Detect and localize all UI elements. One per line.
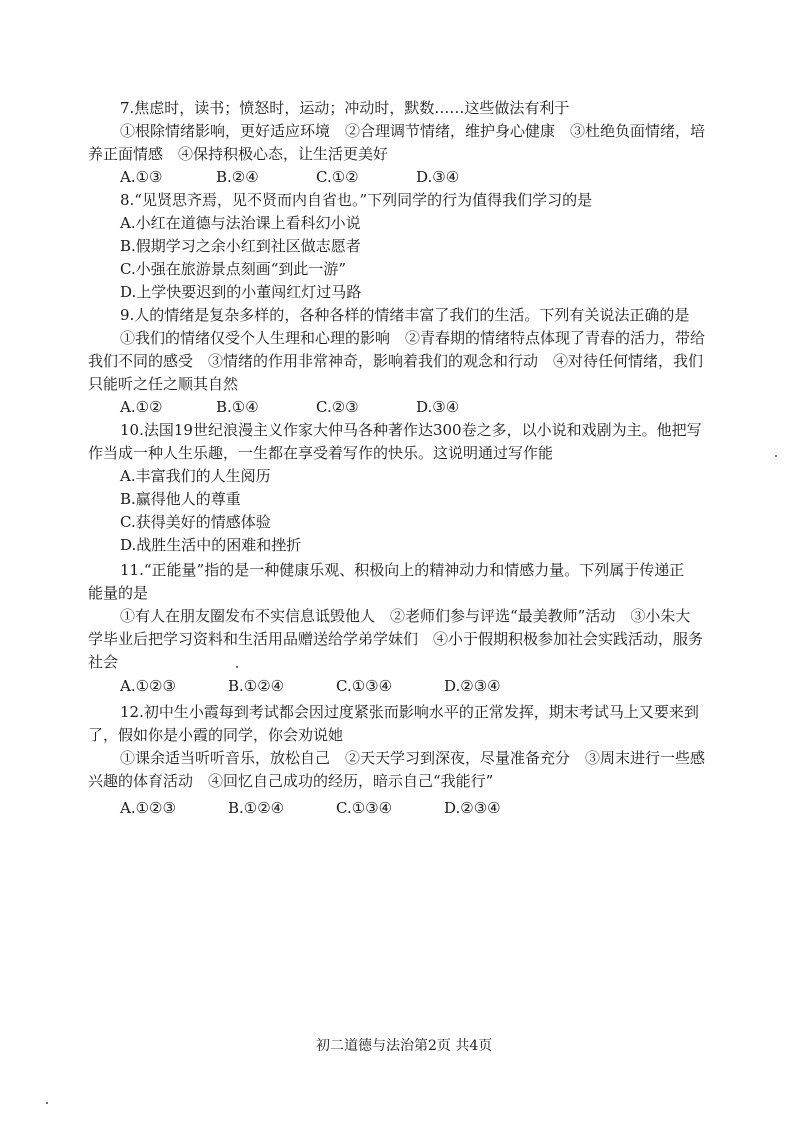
q8-choice-b: B.假期学习之余小红到社区做志愿者 [120,237,361,255]
q7-option-c: C.①② [316,168,359,186]
q9-option-d: D.③④ [416,398,460,416]
q7-items-line-2: 养正面情感 ④保持积极心态，让生活更美好 [88,145,389,163]
q11-items-line-2: 学毕业后把学习资料和生活用品赠送给学弟学妹们 ④小于假期积极参加社会实践活动，服务 [88,630,704,648]
scan-speck [46,1102,48,1104]
q7-items-line-1: ①根除情绪影响，更好适应环境 ②合理调节情绪，维护身心健康 ③杜绝负面情绪，培 [120,122,706,140]
q9-items-line-1: ①我们的情绪仅受个人生理和心理的影响 ②青春期的情绪特点体现了青春的活力，带给 [120,329,706,347]
q10-choice-d: D.战胜生活中的困难和挫折 [120,536,302,554]
q11-items-line-1: ①有人在朋友圈发布不实信息诋毁他人 ②老师们参与评选“最美教师”活动 ③小朱大 [120,607,691,625]
q11-items-line-3: 社会 [88,653,119,671]
q12-option-c: C.①③④ [336,799,393,817]
page-footer: 初二道德与法治第2页 共4页 [316,1038,493,1054]
q9-option-a: A.①② [120,398,163,416]
q10-stem-line-1: 10.法国19世纪浪漫主义作家大仲马各种著作达300卷之多，以小说和戏剧为主。他把写 [120,421,702,439]
q8-choice-d: D.上学快要迟到的小董闯红灯过马路 [120,283,362,301]
q11-option-d: D.②③④ [444,677,501,695]
q12-option-d: D.②③④ [444,799,501,817]
q11-option-a: A.①②③ [120,677,176,695]
q10-choice-b: B.赢得他人的尊重 [120,490,241,508]
q9-items-line-3: 只能听之任之顺其自然 [88,375,239,393]
q10-choice-c: C.获得美好的情感体验 [120,513,271,531]
q12-option-b: B.①②④ [228,799,285,817]
q7-stem: 7.焦虑时，读书；愤怒时，运动；冲动时，默数……这些做法有利于 [120,99,570,117]
q12-option-a: A.①②③ [120,799,176,817]
q9-option-c: C.②③ [316,398,359,416]
scan-speck [236,666,238,668]
q8-choice-a: A.小红在道德与法治课上看科幻小说 [120,214,361,232]
q12-items-line-2: 兴趣的体育活动 ④回忆自己成功的经历，暗示自己“我能行” [88,772,494,790]
q9-items-line-2: 我们不同的感受 ③情绪的作用非常神奇，影响着我们的观念和行动 ④对待任何情绪，我们 [88,352,704,370]
q7-option-b: B.②④ [216,168,259,186]
q11-option-b: B.①②④ [228,677,285,695]
q10-choice-a: A.丰富我们的人生阅历 [120,467,271,485]
q12-items-line-1: ①课余适当听听音乐，放松自己 ②天天学习到深夜，尽量准备充分 ③周末进行一些感 [120,749,706,767]
q7-option-a: A.①③ [120,168,163,186]
q11-stem-line-2: 能量的是 [88,584,149,602]
q10-stem-line-2: 作当成一种人生乐趣，一生都在享受着写作的快乐。这说明通过写作能 [88,444,554,462]
q11-stem-line-1: 11.“正能量”指的是一种健康乐观、积极向上的精神动力和情感力量。下列属于传递正 [120,561,685,579]
q7-option-d: D.③④ [416,168,460,186]
q11-option-c: C.①③④ [336,677,393,695]
q12-stem-line-2: 了，假如你是小霞的同学，你会劝说她 [88,726,344,744]
q9-option-b: B.①④ [216,398,259,416]
scan-speck [775,455,777,457]
q8-choice-c: C.小强在旅游景点刻画“到此一游” [120,260,347,278]
q9-stem: 9.人的情绪是复杂多样的，各种各样的情绪丰富了我们的生活。下列有关说法正确的是 [120,306,690,324]
q8-stem: 8.“见贤思齐焉，见不贤而内自省也。”下列同学的行为值得我们学习的是 [120,191,593,209]
q12-stem-line-1: 12.初中生小霞每到考试都会因过度紧张而影响水平的正常发挥，期末考试马上又要来到 [120,703,699,721]
